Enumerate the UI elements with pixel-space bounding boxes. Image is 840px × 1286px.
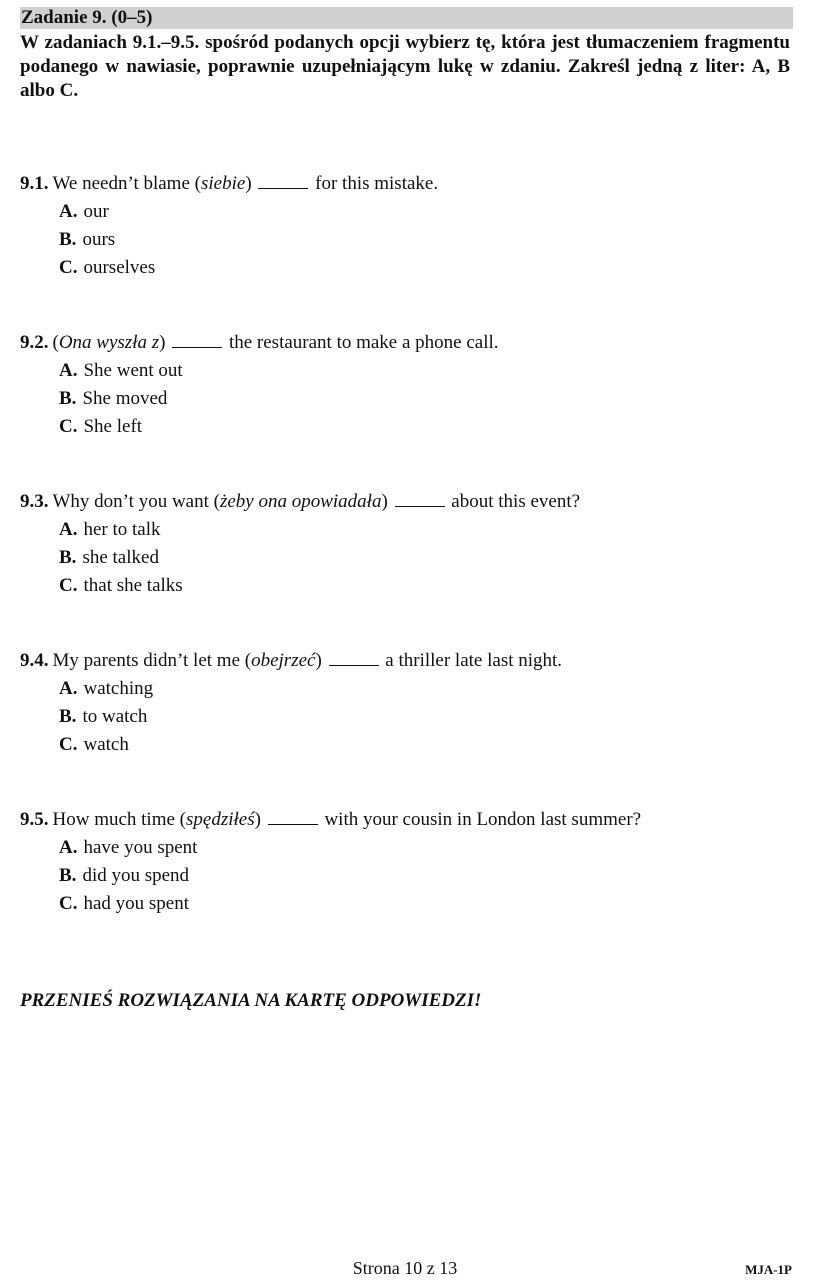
translation-hint: spędziłeś [186, 809, 255, 830]
option-letter: A. [59, 837, 78, 858]
question-number: 9.4. [20, 650, 49, 671]
option-a[interactable] [20, 357, 800, 385]
option-a[interactable] [20, 834, 800, 862]
option-letter: A. [59, 360, 78, 381]
option-text: ourselves [83, 257, 156, 278]
question-9-4 [20, 647, 800, 759]
stem-rest: the restaurant to make a phone call. [224, 332, 499, 353]
stem-before: My parents didn’t let me ( [52, 650, 252, 671]
transfer-answers-note: PRZENIEŚ ROZWIĄZANIA NA KARTĘ ODPOWIEDZI! [20, 990, 482, 1011]
question-stem [20, 806, 800, 834]
option-letter: C. [59, 893, 78, 914]
option-text: She went out [83, 360, 183, 381]
option-letter: B. [59, 388, 77, 409]
option-letter: B. [59, 865, 77, 886]
question-number: 9.3. [20, 491, 49, 512]
answer-gap [268, 806, 318, 825]
question-9-1 [20, 170, 800, 282]
option-list [20, 675, 800, 759]
option-text: watching [83, 678, 154, 699]
stem-after: ) [381, 491, 393, 512]
question-number: 9.2. [20, 332, 49, 353]
option-letter: A. [59, 519, 78, 540]
option-a[interactable] [20, 675, 800, 703]
option-c[interactable] [20, 731, 800, 759]
stem-rest: a thriller late last night. [380, 650, 563, 671]
option-letter: A. [59, 678, 78, 699]
option-list [20, 516, 800, 600]
task-instructions: W zadaniach 9.1.–9.5. spośród podanych opcji wybierz tę, która jest tłumaczeniem fragmentu podanego w nawiasie, poprawnie uzupełniającym lukę w zdaniu. Zakreśl jedną z liter: A, B albo C. [20, 32, 790, 101]
stem-before: Why don’t you want ( [52, 491, 220, 512]
option-letter: C. [59, 734, 78, 755]
question-number: 9.5. [20, 809, 49, 830]
stem-after: ) [245, 173, 257, 194]
option-letter: C. [59, 575, 78, 596]
question-stem [20, 488, 800, 516]
stem-before: How much time ( [52, 809, 187, 830]
option-letter: B. [59, 706, 77, 727]
option-letter: B. [59, 229, 77, 250]
question-9-2 [20, 329, 800, 441]
option-letter: C. [59, 257, 78, 278]
translation-hint: siebie [200, 173, 246, 194]
option-b[interactable] [20, 862, 800, 890]
option-text: she talked [82, 547, 159, 568]
option-c[interactable] [20, 572, 800, 600]
question-9-3 [20, 488, 800, 600]
question-stem [20, 170, 800, 198]
option-a[interactable] [20, 198, 800, 226]
option-text: did you spend [82, 865, 190, 886]
stem-rest: for this mistake. [310, 173, 439, 194]
option-text: watch [83, 734, 129, 755]
option-letter: C. [59, 416, 78, 437]
option-b[interactable] [20, 226, 800, 254]
option-letter: A. [59, 201, 78, 222]
option-b[interactable] [20, 385, 800, 413]
stem-before: We needn’t blame ( [52, 173, 201, 194]
option-text: her to talk [83, 519, 161, 540]
option-list [20, 357, 800, 441]
option-c[interactable] [20, 413, 800, 441]
task-header: Zadanie 9. (0–5) [20, 7, 793, 29]
option-text: had you spent [83, 893, 190, 914]
answer-gap [258, 170, 308, 189]
option-b[interactable] [20, 703, 800, 731]
option-b[interactable] [20, 544, 800, 572]
option-letter: B. [59, 547, 77, 568]
option-text: She left [83, 416, 143, 437]
question-number: 9.1. [20, 173, 49, 194]
option-text: have you spent [83, 837, 198, 858]
stem-after: ) [254, 809, 266, 830]
answer-gap [172, 329, 222, 348]
translation-hint: żeby ona opowiadała [219, 491, 382, 512]
option-text: that she talks [83, 575, 183, 596]
option-list [20, 834, 800, 918]
stem-rest: with your cousin in London last summer? [319, 809, 642, 830]
exam-code: MJA-1P [745, 1262, 792, 1277]
option-list [20, 198, 800, 282]
question-stem [20, 647, 800, 675]
option-a[interactable] [20, 516, 800, 544]
question-stem [20, 329, 800, 357]
stem-before: ( [52, 332, 59, 353]
stem-after: ) [159, 332, 171, 353]
answer-gap [395, 488, 445, 507]
page-number: Strona 10 z 13 [352, 1258, 458, 1278]
answer-gap [329, 647, 379, 666]
option-c[interactable] [20, 890, 800, 918]
option-text: She moved [82, 388, 168, 409]
option-text: to watch [82, 706, 148, 727]
option-text: our [83, 201, 109, 222]
translation-hint: obejrzeć [251, 650, 316, 671]
translation-hint: Ona wyszła z [58, 332, 160, 353]
option-text: ours [82, 229, 116, 250]
question-9-5 [20, 806, 800, 918]
stem-rest: about this event? [446, 491, 581, 512]
option-c[interactable] [20, 254, 800, 282]
stem-after: ) [315, 650, 327, 671]
